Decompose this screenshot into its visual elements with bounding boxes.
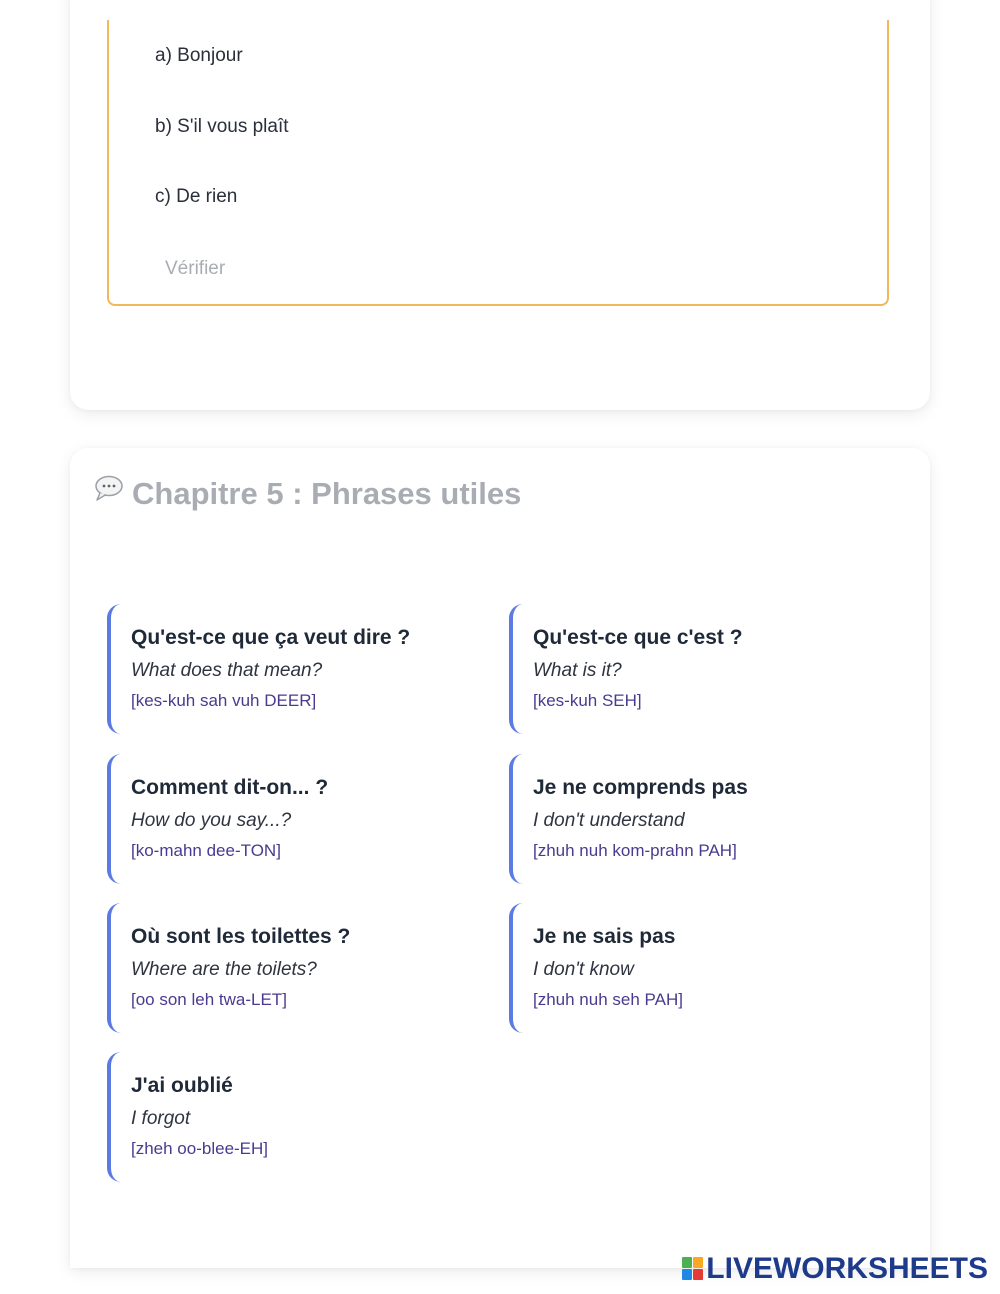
liveworksheets-logo-icon [682, 1257, 704, 1281]
verify-button[interactable]: Vérifier [153, 252, 237, 286]
chapter-title: Chapitre 5 : Phrases utiles [132, 476, 522, 511]
phrase-pronunciation: [kes-kuh SEH] [533, 691, 642, 710]
phrase-card [509, 903, 879, 1033]
phrase-french: J'ai oublié [131, 1074, 233, 1097]
phrase-pronunciation: [ko-mahn dee-TON] [131, 841, 281, 860]
liveworksheets-logo[interactable] [682, 1252, 988, 1286]
liveworksheets-brand: LIVEWORKSHEETS [706, 1252, 988, 1285]
chapter-card [70, 448, 930, 1268]
phrase-card [107, 903, 477, 1033]
quiz-card [70, 0, 930, 410]
phrase-card [509, 604, 879, 734]
quiz-option-c[interactable]: c) De rien [155, 186, 238, 207]
phrase-card [107, 1052, 477, 1182]
speech-bubble-icon [94, 475, 124, 501]
phrase-card [509, 754, 879, 884]
phrase-english: I forgot [131, 1108, 191, 1129]
phrase-card [107, 604, 477, 734]
phrase-english: I don't know [533, 959, 634, 980]
phrase-english: What does that mean? [131, 660, 323, 681]
quiz-box [107, 20, 889, 306]
quiz-option-b[interactable]: b) S'il vous plaît [155, 116, 289, 137]
chapter-header [94, 476, 521, 512]
phrase-english: I don't understand [533, 810, 685, 831]
phrase-french: Je ne comprends pas [533, 776, 748, 799]
phrase-english: What is it? [533, 660, 622, 681]
phrase-pronunciation: [zhuh nuh seh PAH] [533, 990, 683, 1009]
phrase-french: Je ne sais pas [533, 925, 676, 948]
phrase-pronunciation: [oo son leh twa-LET] [131, 990, 287, 1009]
phrase-english: Where are the toilets? [131, 959, 317, 980]
quiz-option-a[interactable]: a) Bonjour [155, 45, 243, 66]
phrase-french: Qu'est-ce que c'est ? [533, 626, 743, 649]
phrase-pronunciation: [zhuh nuh kom-prahn PAH] [533, 841, 737, 860]
phrase-french: Qu'est-ce que ça veut dire ? [131, 626, 411, 649]
phrase-french: Comment dit-on... ? [131, 776, 329, 799]
phrase-english: How do you say...? [131, 810, 292, 831]
phrase-card [107, 754, 477, 884]
phrase-pronunciation: [kes-kuh sah vuh DEER] [131, 691, 317, 710]
phrase-pronunciation: [zheh oo-blee-EH] [131, 1139, 269, 1158]
phrase-french: Où sont les toilettes ? [131, 925, 351, 948]
